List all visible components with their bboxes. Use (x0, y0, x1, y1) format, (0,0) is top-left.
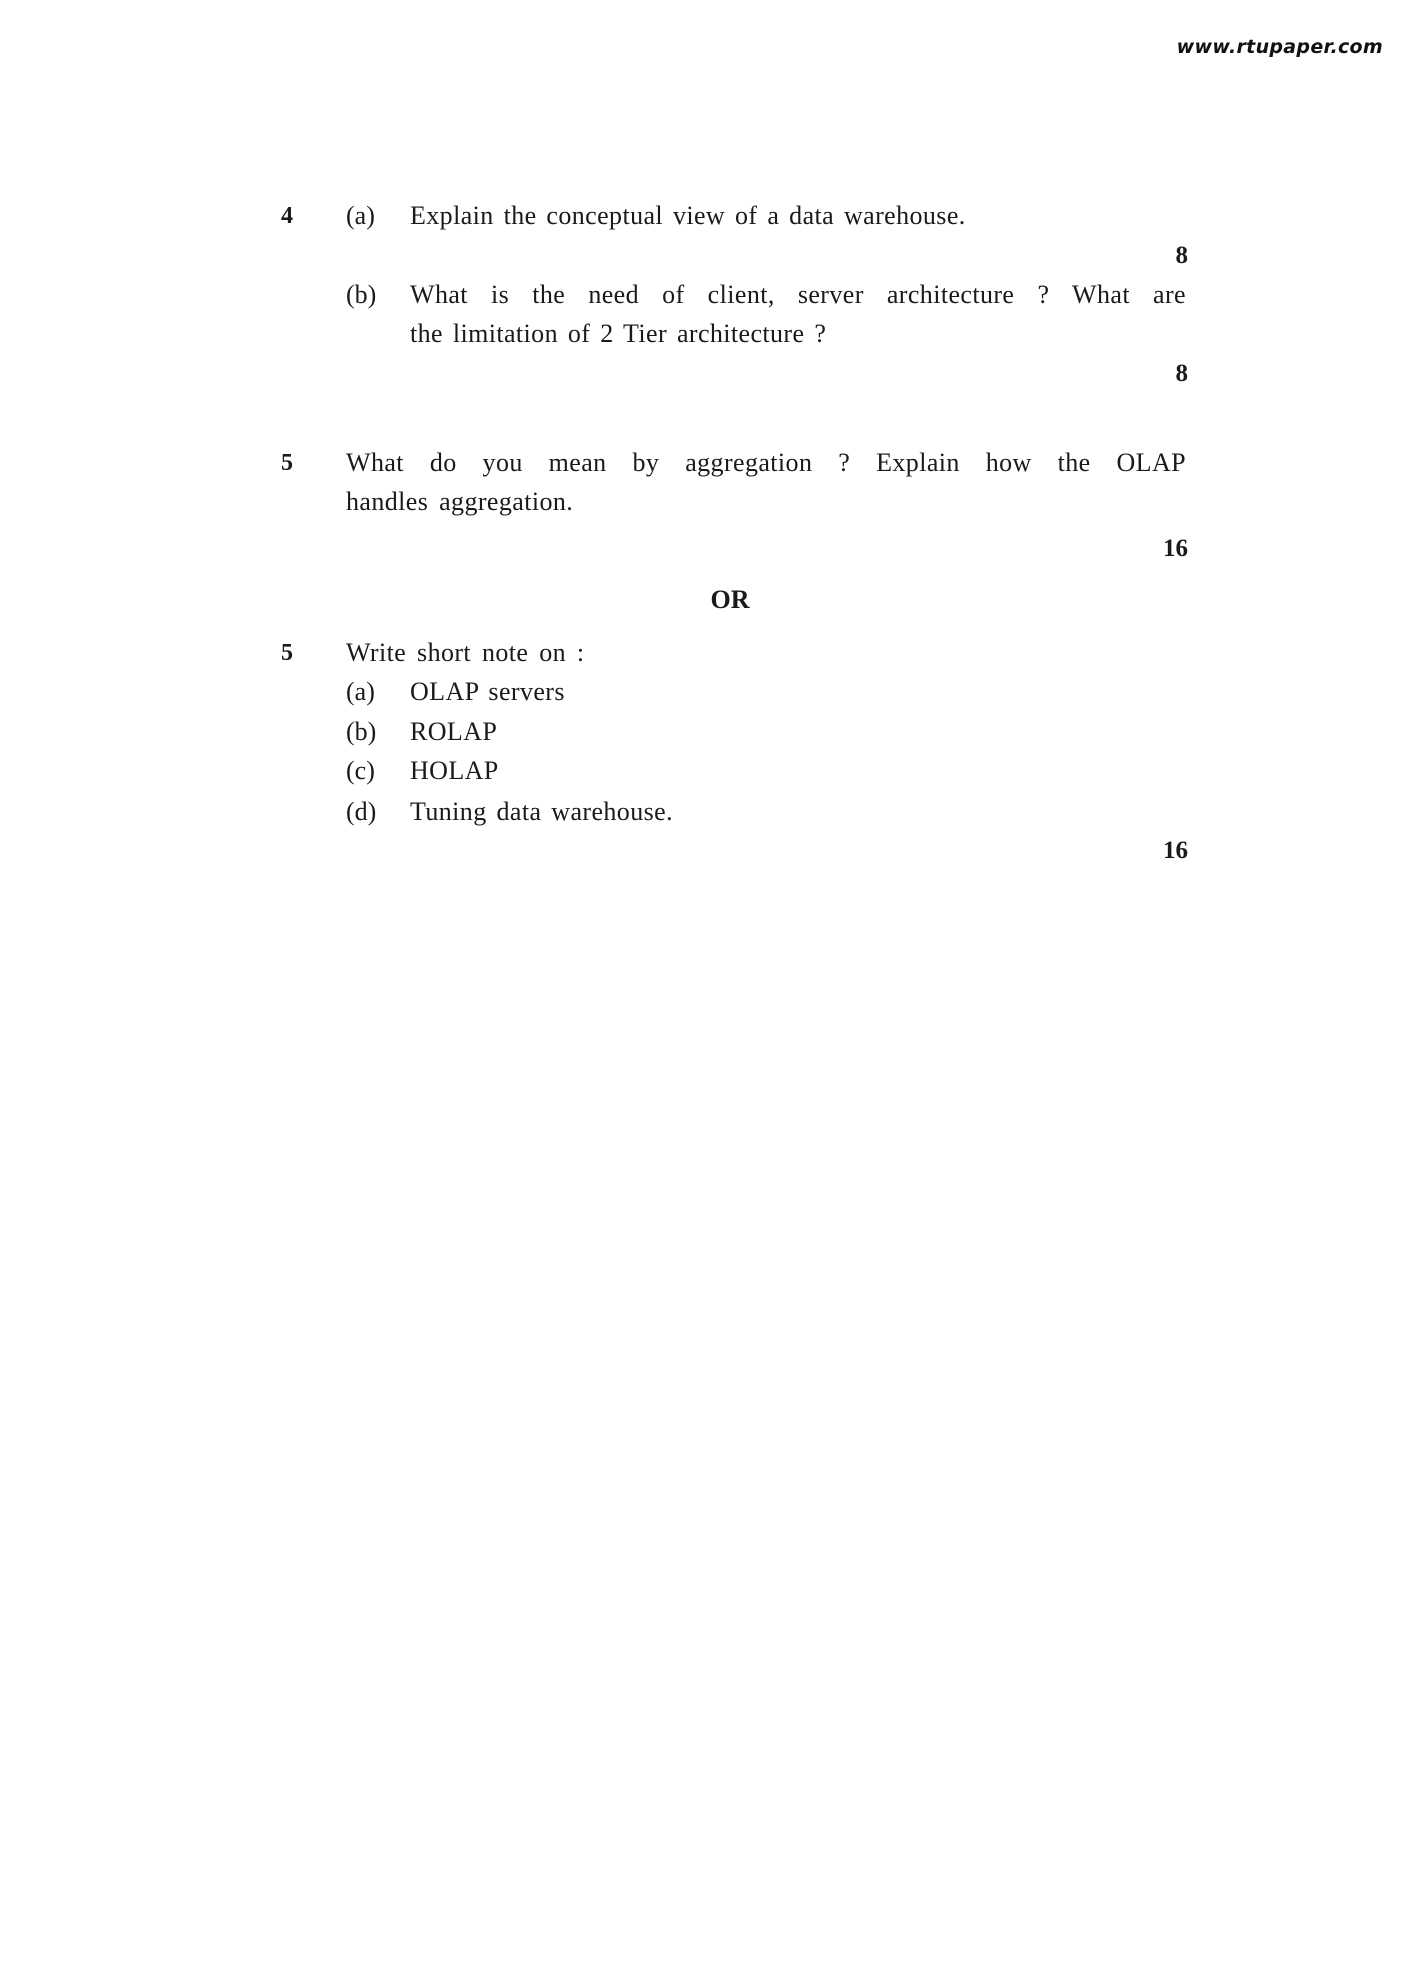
item-label: (a) (346, 677, 375, 706)
question-text: Write short note on : (346, 638, 585, 667)
question-text: the limitation of 2 Tier architecture ? (410, 319, 827, 348)
item-text: Tuning data warehouse. (410, 797, 673, 826)
item-label: (b) (346, 717, 377, 746)
question-number: 5 (281, 450, 293, 476)
question-number: 4 (281, 203, 293, 229)
watermark: www.rtupaper.com (1176, 36, 1383, 58)
item-label: (c) (346, 756, 375, 785)
question-text: What is the need of client, server architecture ? What are (410, 280, 1186, 309)
question-text: Explain the conceptual view of a data warehouse. (410, 201, 966, 230)
question-number: 5 (281, 640, 293, 666)
marks: 16 (1163, 535, 1188, 562)
question-text: What do you mean by aggregation ? Explain how the OLAP (346, 448, 1186, 477)
part-label: (a) (346, 201, 375, 230)
item-text: OLAP servers (410, 677, 565, 706)
question-text: handles aggregation. (346, 487, 574, 516)
or-separator: OR (710, 585, 750, 614)
item-text: ROLAP (410, 717, 498, 746)
item-label: (d) (346, 797, 377, 826)
marks: 16 (1163, 837, 1188, 864)
part-label: (b) (346, 280, 377, 309)
item-text: HOLAP (410, 756, 499, 785)
marks: 8 (1175, 242, 1188, 269)
marks: 8 (1175, 360, 1188, 387)
